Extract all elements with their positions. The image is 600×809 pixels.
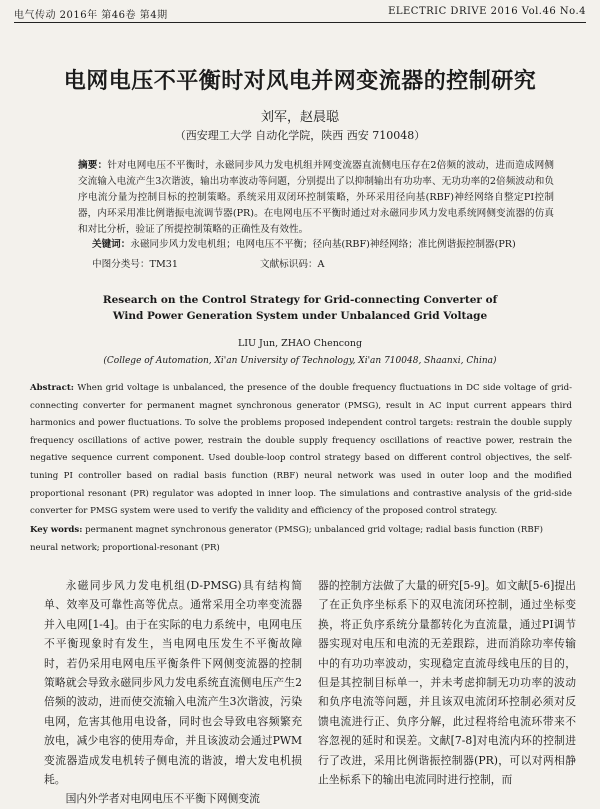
affiliation-cn: （西安理工大学 自动化学院，陕西 西安 710048）	[174, 129, 426, 142]
abstract-cn	[78, 158, 554, 238]
abstract-en-text: When grid voltage is unbalanced, the presence of the double frequency fluctuations in DC side voltage of grid-connecting converter for permanent magnet synchronous generator (PMSG), result in AC input current appears third harmonics and power fluctuations. To solve the problems proposed independent control targets: restrain the double supply frequency oscillations of active power, restrain the double supply frequency oscillations of reactive power, restrain the negative sequence current component. Used double-loop control strategy based on different control objectives, the self-tuning PI controller based on radial basis function (RBF) neural network was used in outer loop and the modified proportional resonant (PR) regulator was adopted in inner loop. The simulations and contrastive analysis of the grid-side converter for PMSG system were used to verify the validity and efficiency of the proposed control strategy.	[30, 383, 572, 517]
document-code: 文献标识码：A	[260, 259, 325, 270]
header-rule	[14, 22, 586, 23]
keywords-cn-label: 关键词：	[92, 239, 131, 250]
abstract-en	[30, 380, 572, 521]
abstract-en-label: Abstract:	[30, 383, 74, 393]
header-journal-cn: 电气传动 2016年 第46卷 第4期	[14, 10, 168, 21]
affiliation-en: (College of Automation, Xi'an University of Technology, Xi'an 710048, Shaanxi, China)	[103, 356, 497, 366]
keywords-cn	[92, 237, 554, 253]
abstract-cn-label: 摘要：	[78, 160, 108, 171]
body-column-left	[44, 576, 302, 809]
body-paragraph: 国内外学者对电网电压不平衡下网侧变流	[65, 792, 260, 806]
running-header	[14, 6, 586, 22]
paper-title-cn: 电网电压不平衡时对风电并网变流器的控制研究	[63, 69, 537, 94]
paper-title-en	[0, 292, 600, 324]
header-journal-en: ELECTRIC DRIVE 2016 Vol.46 No.4	[388, 6, 586, 17]
authors-en: LIU Jun, ZHAO Chencong	[237, 338, 363, 349]
keywords-en	[30, 522, 572, 557]
body-paragraph: 器的控制方法做了大量的研究[5-9]。如文献[5-6]提出了在正负序坐标系下的双电流闭环控制，通过坐标变换，将正负序系统分量都转化为直流量，通过PI调节器实现对电压和电流的无差跟踪，进而消除功率传输中的有功功率波动，实现稳定直流母线电压的目的，但是其控制目标单一，并未考虑抑制无功功率的波动和负序电流等问题，并且该双电流闭环控制必须对反馈电流进行正、负序分解，此过程将给电流环带来不容忽视的延时和误差。文献[7-8]对电流内环的控制进行了改进，采用比例谐振控制器(PR)，可以对两相静止坐标系下的输出电流同时进行控制，而	[318, 579, 576, 787]
body-column-right	[318, 576, 576, 789]
paper-title-en-line2: Wind Power Generation System under Unbalanced Grid Voltage	[112, 310, 488, 322]
paper-title-en-line1: Research on the Control Strategy for Grid-connecting Converter of	[102, 294, 498, 306]
classification-cn	[92, 256, 325, 270]
clc-number: 中图分类号：TM31	[92, 259, 178, 270]
body-paragraph: 永磁同步风力发电机组(D-PMSG)具有结构简单、效率及可靠性高等优点。通常采用全功率变流器并入电网[1-4]。由于在实际的电力系统中，电网电压不平衡现象时有发生，当电网电压发生不平衡故障时，若仍采用电网电压平衡条件下网侧变流器的控制策略就会导致永磁同步风力发电系统直流侧电压产生2倍频的波动，进而使交流输入电流产生3次谐波，污染电网，危害其他用电设备，同时也会导致电容频繁充放电，减少电容的使用寿命，并且该波动会通过PWM变流器造成发电机转子侧电流的谐波，增大发电机损耗。	[44, 579, 302, 787]
keywords-en-label: Key words:	[30, 525, 83, 535]
keywords-en-text: permanent magnet synchronous generator (PMSG); unbalanced grid voltage; radial basis function (RBF) neural network; proportional-resonant (PR)	[30, 525, 543, 553]
keywords-cn-text: 永磁同步风力发电机组；电网电压不平衡；径向基(RBF)神经网络；准比例谐振控制器(PR)	[130, 239, 516, 250]
abstract-cn-text: 针对电网电压不平衡时，永磁同步风力发电机组并网变流器直流侧电压存在2倍频的波动，进而造成网侧交流输入电流产生3次谐波，输出功率波动等问题，分别提出了以抑制输出有功功率、无功功率的2倍频波动和负序电流分量为控制目标的控制策略。系统采用双闭环控制策略，外环采用径向基(RBF)神经网络自整定PI控制器，内环采用准比例谐振电流调节器(PR)。在电网电压不平衡时通过对永磁同步风力发电系统网侧变流器的仿真和对比分析，验证了所提控制策略的正确性及有效性。	[78, 160, 554, 235]
authors-cn: 刘军，赵晨聪	[260, 110, 339, 125]
